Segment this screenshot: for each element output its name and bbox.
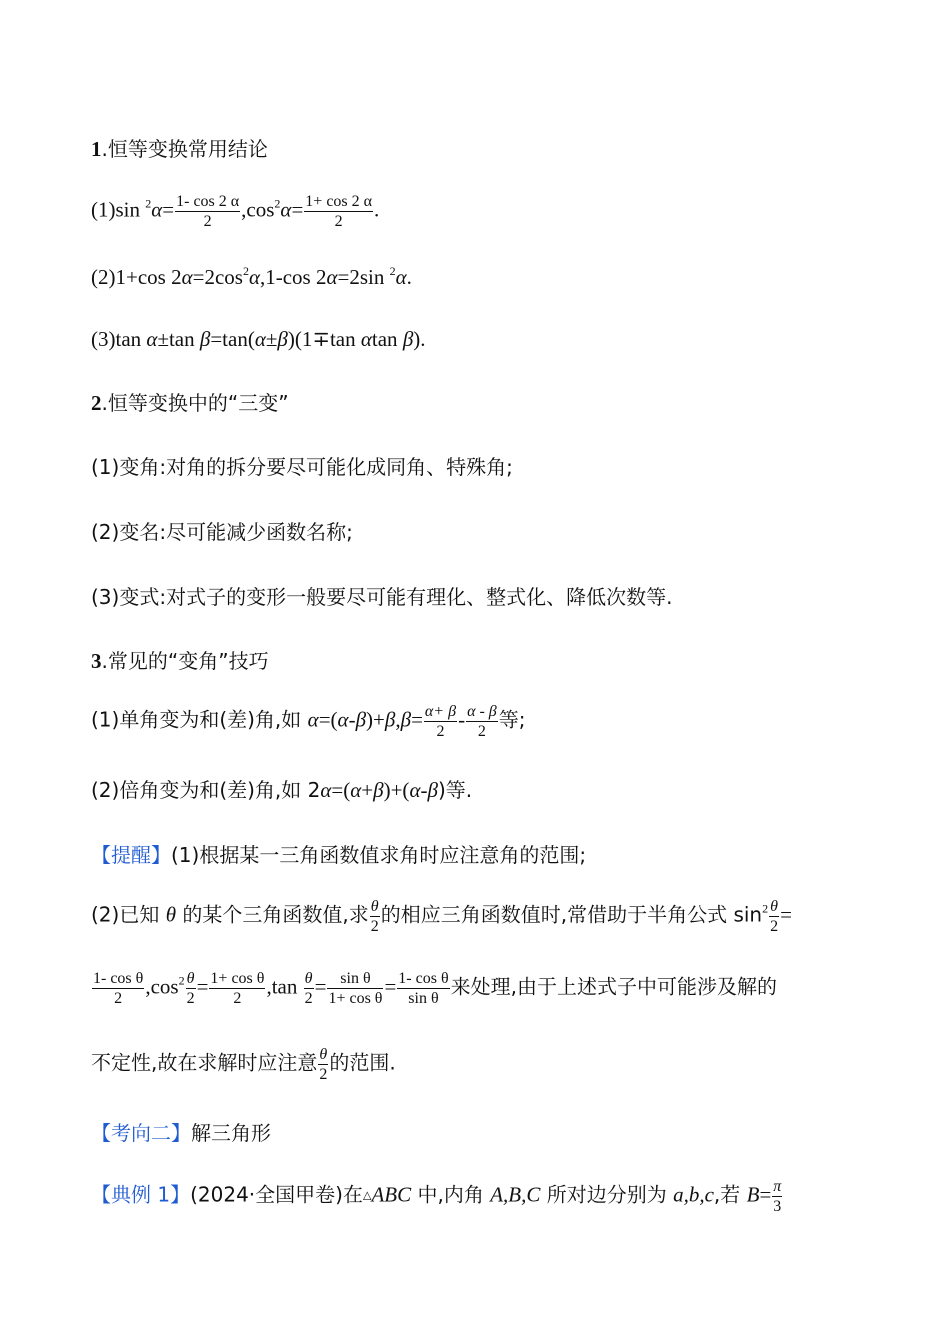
text: 的范围. [329,1050,396,1075]
section-3-item-2 [91,780,472,801]
numerator: π [773,1178,782,1195]
text: . [406,265,412,289]
numerator: α - β [467,703,497,720]
numerator: θ [304,970,313,987]
tip-line-4 [91,1045,396,1084]
text: =( [331,778,351,802]
tip-line-3 [91,969,777,1008]
numerator: θ [770,898,779,915]
alpha: α [146,327,158,351]
denominator: sin θ [408,990,439,1007]
denominator: 2 [319,1066,328,1083]
alpha: α [151,197,163,222]
alpha: α [254,327,266,351]
formula-1-label: (1)sin [91,197,146,222]
exponent: 2 [274,196,281,211]
alpha: α [181,265,193,289]
fraction [175,192,240,231]
text: tan [371,327,403,351]
text: ABC [371,1182,412,1207]
fraction [318,1045,328,1084]
denominator: 2 [114,990,123,1007]
beta: β [384,707,396,732]
text: (2)倍角变为和(差)角,如 2 [91,778,321,802]
text: A,B,C [490,1182,541,1207]
text: ±tan [157,327,200,351]
numerator: 1- cos 2 α [176,193,240,210]
denominator: 2 [477,723,486,740]
beta: β [277,327,288,351]
topic-2-title: 解三角形 [191,1121,271,1145]
denominator: 2 [334,213,343,230]
text: = [196,974,209,999]
text: ). [413,327,426,351]
text: = [780,902,792,927]
exponent: 2 [242,264,249,278]
formula-3 [91,329,426,350]
denominator: 2 [203,213,212,230]
equals: = [291,197,304,222]
section-1-number: 1 [91,137,102,161]
numerator: θ [370,898,379,915]
beta: β [400,707,412,732]
text: a,b,c [673,1182,714,1207]
tip-label: 【提醒】 [91,843,171,867]
tip-line-2 [91,897,792,936]
section-2-title: .恒等变换中的“三变” [101,391,289,415]
alpha: α [337,707,349,732]
section-2-heading [91,393,289,414]
text: =( [318,707,338,732]
text: - [348,707,356,732]
fraction [304,192,373,231]
text: )(1∓tan [287,327,361,351]
beta: β [199,327,211,351]
theta: θ [165,902,177,927]
text: - [458,707,466,732]
fraction [772,1177,782,1216]
section-2-item-1: (1)变角:对角的拆分要尽可能化成同角、特殊角; [91,455,513,479]
section-2-item-3: (3)变式:对式子的变形一般要尽可能有理化、整式化、降低次数等. [91,585,673,609]
numerator: 1+ cos θ [210,970,265,987]
text: )+ [366,707,385,732]
fraction [769,897,779,936]
beta: β [427,778,438,802]
denominator: 2 [233,990,242,1007]
numerator: 1- cos θ [398,970,449,987]
text: 等; [498,707,526,732]
denominator: 2 [186,990,195,1007]
alpha: α [395,265,407,289]
numerator: 1+ cos 2 α [305,193,373,210]
text: 的相应三角函数值时,常借助于半角公式 sin [380,902,763,927]
formula-2 [91,265,412,288]
section-3-item-1 [91,702,526,741]
fraction [209,969,265,1008]
text: (1)单角变为和(差)角,如 [91,707,308,732]
text: B [746,1182,760,1207]
tip-line-1 [91,845,586,866]
section-2-item-2: (2)变名:尽可能减少函数名称; [91,520,353,544]
denominator: 1+ cos θ [328,990,383,1007]
text: ,cos [241,197,275,222]
text: (2024·全国甲卷)在 [190,1182,363,1207]
text: 的某个三角函数值,求 [176,902,369,927]
section-3-heading [91,651,269,672]
section-3-number: 3 [91,649,102,673]
beta: β [402,327,414,351]
text: . [374,197,380,222]
section-3-title: .常见的“变角”技巧 [101,649,269,673]
example-1-label: 【典例 1】 [91,1182,191,1207]
fraction [327,969,383,1008]
denominator: 2 [370,918,379,935]
text: ,cos [145,974,179,999]
fraction [304,969,314,1008]
fraction [397,969,449,1008]
denominator: 2 [436,723,445,740]
exponent: 2 [145,196,152,211]
alpha: α [320,778,332,802]
alpha: α [350,778,362,802]
text: 来处理,由于上述式子中可能涉及解的 [450,974,777,999]
denominator: 2 [770,918,779,935]
text: (3)tan [91,327,147,351]
text: 中,内角 [411,1182,491,1207]
text: + [361,778,374,802]
example-1 [91,1177,783,1216]
numerator: sin θ [327,969,383,989]
exponent: 2 [389,264,396,278]
alpha: α [360,327,372,351]
text: = [411,707,423,732]
text: = [384,974,397,999]
equals: = [162,197,175,222]
text: ,tan [266,974,303,999]
exponent: 2 [178,973,185,988]
topic-2-label: 【考向二】 [91,1121,191,1145]
text: ,1-cos 2 [259,265,327,289]
text: = [759,1182,772,1207]
text: )+( [383,778,410,802]
fraction [466,702,498,741]
text: = [314,974,327,999]
text: ,若 [713,1182,747,1207]
denominator: 3 [773,1198,782,1215]
alpha: α [280,197,292,222]
text: (2)已知 [91,902,166,927]
text: )等. [437,778,473,802]
text: ± [265,327,278,351]
numerator: θ [186,970,195,987]
alpha: α [248,265,260,289]
beta: β [355,707,367,732]
numerator: θ [319,1046,328,1063]
exponent: 2 [762,901,769,916]
alpha: α [409,778,421,802]
section-2-number: 2 [91,391,102,415]
text: =tan( [210,327,255,351]
denominator: 2 [304,990,313,1007]
text: - [420,778,428,802]
text: , [395,707,401,732]
text: =2cos [192,265,243,289]
fraction [370,897,380,936]
text: 所对边分别为 [540,1182,674,1207]
fraction [92,969,144,1008]
fraction [424,702,457,741]
section-1-title: .恒等变换常用结论 [101,137,268,161]
alpha: α [326,265,338,289]
numerator: α+ β [424,703,457,720]
section-1-heading [91,139,268,160]
text: 不定性,故在求解时应注意 [91,1050,318,1075]
numerator: 1- cos θ [93,970,144,987]
formula-1 [91,192,379,231]
triangle-icon: △ [362,1189,372,1202]
beta: β [373,778,384,802]
alpha: α [307,707,319,732]
tip-text: (1)根据某一三角函数值求角时应注意角的范围; [171,843,587,867]
topic-2-heading [91,1123,271,1144]
fraction [186,969,196,1008]
text: (2)1+cos 2 [91,265,182,289]
text: =2sin [337,265,390,289]
